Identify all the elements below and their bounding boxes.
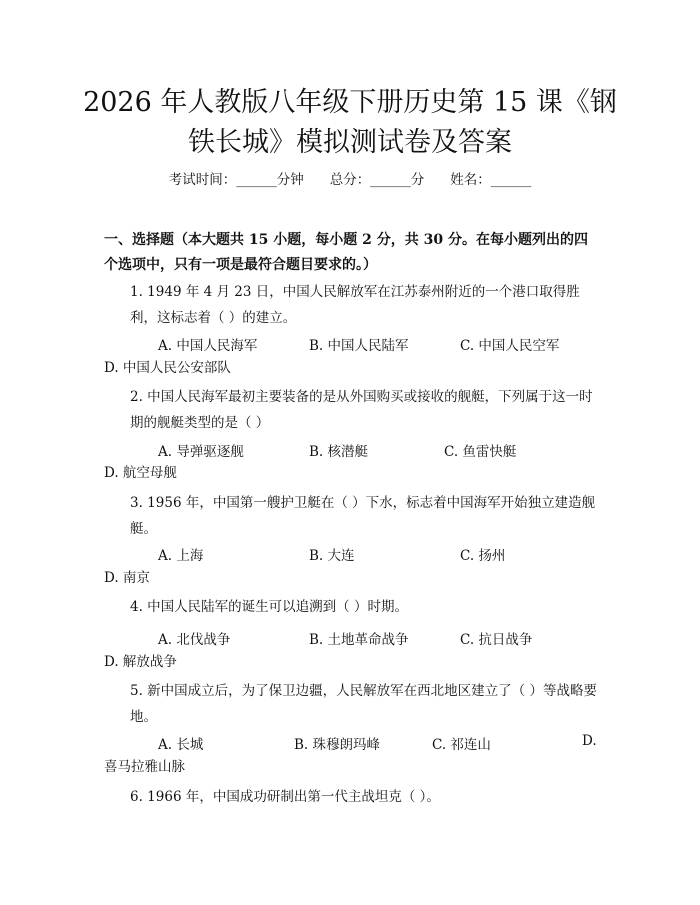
option-d: D. 中国人民公安部队 <box>104 360 231 376</box>
option-b: B. 土地革命战争 <box>309 632 409 648</box>
exam-time-label: 考试时间：______分钟 <box>168 172 304 188</box>
option-a: A. 北伐战争 <box>158 632 231 648</box>
question-text: 1. 1949 年 4 月 23 日，中国人民解放军在江苏泰州附近的一个港口取得胜利，这标志着（ ）的建立。 <box>130 284 580 326</box>
option-a: A. 长城 <box>158 737 204 753</box>
question-text: 6. 1966 年，中国成功研制出第一代主战坦克（ ）。 <box>130 789 440 805</box>
option-c: C. 祁连山 <box>432 737 491 753</box>
option-d: D. 航空母舰 <box>104 465 177 481</box>
page-title-line-2: 铁长城》模拟测试卷及答案 <box>188 127 512 158</box>
option-a: A. 上海 <box>158 548 204 564</box>
exam-info-row <box>0 168 700 188</box>
question-text: 4. 中国人民陆军的诞生可以追溯到（ ）时期。 <box>130 599 408 615</box>
option-b: B. 珠穆朗玛峰 <box>294 737 381 753</box>
section-heading: 一、选择题（本大题共 15 小题，每小题 2 分，共 30 分。在每小题列出的四个选项中，只有一项是最符合题目要求的。） <box>104 232 588 273</box>
option-d: D. <box>582 733 597 749</box>
question-stem <box>104 678 600 730</box>
question-text: 2. 中国人民海军最初主要装备的是从外国购买或接收的舰艇，下列属于这一时期的舰艇类型的是（ ） <box>130 389 593 431</box>
option-d: D. 南京 <box>104 570 150 586</box>
option-a: A. 中国人民海军 <box>158 338 258 354</box>
question-stem <box>104 279 600 331</box>
page-title-line-1: 2026 年人教版八年级下册历史第 15 课《钢 <box>83 87 617 118</box>
question-stem <box>104 784 600 810</box>
question-stem <box>104 594 600 620</box>
option-d-text: 喜马拉雅山脉 <box>104 759 185 775</box>
option-c: C. 抗日战争 <box>460 632 533 648</box>
question-stem <box>104 384 600 436</box>
question-stem <box>104 490 600 542</box>
option-b: B. 中国人民陆军 <box>309 338 409 354</box>
option-c: C. 扬州 <box>460 548 506 564</box>
option-b: B. 核潜艇 <box>309 444 369 460</box>
student-name-label: 姓名：______ <box>450 172 532 188</box>
total-score-label: 总分：______分 <box>329 172 425 188</box>
option-c: C. 中国人民空军 <box>460 338 560 354</box>
option-c: C. 鱼雷快艇 <box>444 444 517 460</box>
option-d: D. 解放战争 <box>104 654 177 670</box>
question-text: 3. 1956 年，中国第一艘护卫艇在（ ）下水，标志着中国海军开始独立建造舰艇。 <box>130 495 596 537</box>
question-text: 5. 新中国成立后，为了保卫边疆，人民解放军在西北地区建立了（ ）等战略要地。 <box>130 683 597 725</box>
option-a: A. 导弹驱逐舰 <box>158 444 244 460</box>
option-b: B. 大连 <box>309 548 355 564</box>
